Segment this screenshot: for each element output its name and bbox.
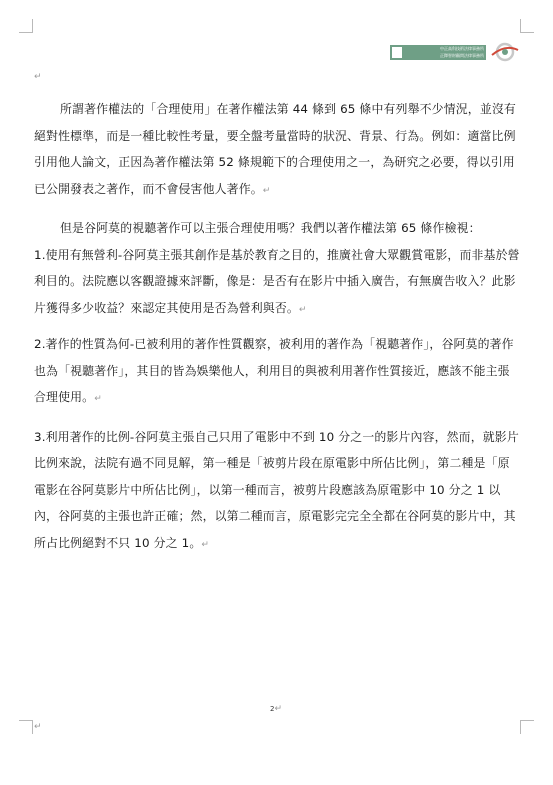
paragraph-mark: ↵ — [201, 539, 210, 550]
document-body — [34, 96, 520, 558]
paragraph-text: 但是谷阿莫的視聽著作可以主張合理使用嗎？我們以著作權法第 65 條作檢視： — [60, 221, 481, 235]
paragraph-text: 3.利用著作的比例-谷阿莫主張自己只用了電影中不到 10 分之一的影片內容，然而，就影片比例來說，法院有過不同見解，第一種是「被剪片段在原電影中所佔比例」，第二種是「原電影在谷阿莫影片中所佔比例」，以第一種而言，被剪片段應該為原電影中 10 分之 1 以內，谷阿莫的主張也許正確；然，以第二種而言，原電影完完全全都在谷阿莫的影片中，其所占比例絕對不只 10 分之 1。 — [34, 429, 519, 550]
logo-text-line-1: 中正高科技術法律事務所 — [440, 46, 484, 51]
paragraph-point-3 — [34, 424, 520, 559]
paragraph-intro — [34, 96, 520, 204]
paragraph-mark: ↵ — [262, 185, 271, 196]
paragraph-point-2 — [34, 331, 520, 413]
page-number — [270, 704, 282, 714]
paragraph-mark: ↵ — [34, 72, 42, 82]
paragraph-mark: ↵ — [298, 304, 307, 315]
header-logo — [390, 42, 523, 62]
logo-swoosh-icon — [488, 42, 522, 62]
crop-mark-top-left — [19, 19, 33, 33]
crop-mark-bottom-right — [520, 720, 534, 734]
paragraph-question — [34, 215, 520, 242]
paragraph-mark: ↵ — [274, 704, 283, 714]
page-number-text: 2 — [270, 705, 275, 713]
crop-mark-top-right — [520, 19, 534, 33]
paragraph-mark: ↵ — [94, 394, 102, 404]
paragraph-point-1 — [34, 242, 520, 324]
logo-text-line-2: 正鐸智財顧問法律事務所 — [440, 53, 484, 58]
crop-mark-bottom-left — [19, 720, 33, 734]
paragraph-text: 2.著作的性質為何-已被利用的著作性質觀察，被利用的著作為「視聽著作」，谷阿莫的著作也為「視聽著作」，其目的皆為娛樂他人，利用目的與被利用著作性質接近，應該不能主張合理使用。 — [34, 337, 514, 404]
logo-mark — [392, 47, 402, 58]
paragraph-text: 所謂著作權法的「合理使用」在著作權法第 44 條到 65 條中有列舉不少情況，並沒有絕對性標準，而是一種比較性考量，要全盤考量當時的狀況、背景、行為。例如：適當比例引用他人論文，正因為著作權法第 52 條規範下的合理使用之一，為研究之必要，得以引用已公開發表之著作，而不會侵害他人著作。 — [34, 102, 516, 196]
paragraph-text: 1.使用有無營利-谷阿莫主張其創作是基於教育之目的，推廣社會大眾觀賞電影，而非基於營利目的。法院應以客觀證據來評斷，像是：是否有在影片中插入廣告，有無廣告收入？此影片獲得多少收益？來認定其使用是否為營利與否。 — [34, 247, 520, 315]
paragraph-mark: ↵ — [34, 722, 42, 732]
